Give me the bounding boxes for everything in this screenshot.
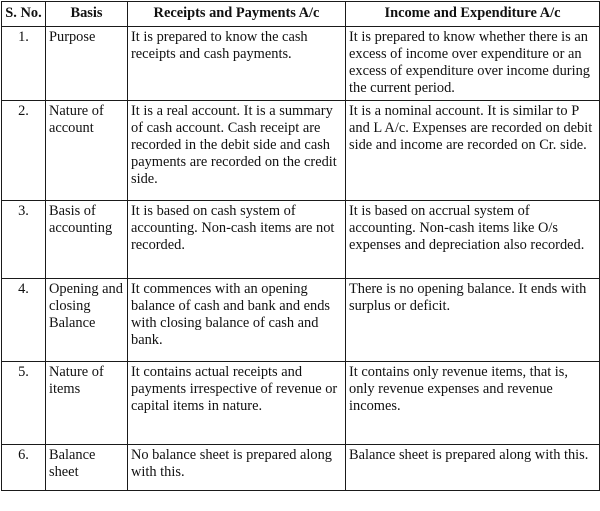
row-sno: 1. — [2, 27, 46, 101]
row-basis: Balance sheet — [46, 445, 128, 491]
row-income-expenditure: It contains only revenue items, that is, only revenue expenses and revenue incomes. — [346, 362, 600, 445]
row-income-expenditure: It is a nominal account. It is similar to P and L A/c. Expenses are recorded on debit side and income are recorded on Cr. side. — [346, 101, 600, 201]
header-income-expenditure: Income and Expenditure A/c — [346, 2, 600, 27]
table-row — [2, 279, 600, 362]
row-sno: 4. — [2, 279, 46, 362]
row-sno: 3. — [2, 201, 46, 279]
row-receipts-payments: It is based on cash system of accounting. Non-cash items are not recorded. — [128, 201, 346, 279]
row-income-expenditure: Balance sheet is prepared along with this. — [346, 445, 600, 491]
row-basis: Purpose — [46, 27, 128, 101]
comparison-table — [1, 1, 600, 491]
row-income-expenditure: It is prepared to know whether there is an excess of income over expenditure or an excess of expenditure over income during the current period. — [346, 27, 600, 101]
row-receipts-payments: No balance sheet is prepared along with this. — [128, 445, 346, 491]
table-row — [2, 201, 600, 279]
row-receipts-payments: It contains actual receipts and payments irrespective of revenue or capital items in nature. — [128, 362, 346, 445]
row-basis: Opening and closing Balance — [46, 279, 128, 362]
header-sno: S. No. — [2, 2, 46, 27]
table-row — [2, 101, 600, 201]
header-row — [2, 2, 600, 27]
row-receipts-payments: It is prepared to know the cash receipts and cash payments. — [128, 27, 346, 101]
row-receipts-payments: It is a real account. It is a summary of cash account. Cash receipt are recorded in the debit side and cash payments are recorded on the credit side. — [128, 101, 346, 201]
row-basis: Nature of account — [46, 101, 128, 201]
table-row — [2, 445, 600, 491]
row-basis: Basis of accounting — [46, 201, 128, 279]
row-sno: 5. — [2, 362, 46, 445]
table-row — [2, 362, 600, 445]
row-income-expenditure: There is no opening balance. It ends with surplus or deficit. — [346, 279, 600, 362]
row-receipts-payments: It commences with an opening balance of cash and bank and ends with closing balance of cash and bank. — [128, 279, 346, 362]
row-sno: 6. — [2, 445, 46, 491]
row-sno: 2. — [2, 101, 46, 201]
header-receipts-payments: Receipts and Payments A/c — [128, 2, 346, 27]
row-basis: Nature of items — [46, 362, 128, 445]
table-row — [2, 27, 600, 101]
header-basis: Basis — [46, 2, 128, 27]
row-income-expenditure: It is based on accrual system of accounting. Non-cash items like O/s expenses and depreciation also recorded. — [346, 201, 600, 279]
